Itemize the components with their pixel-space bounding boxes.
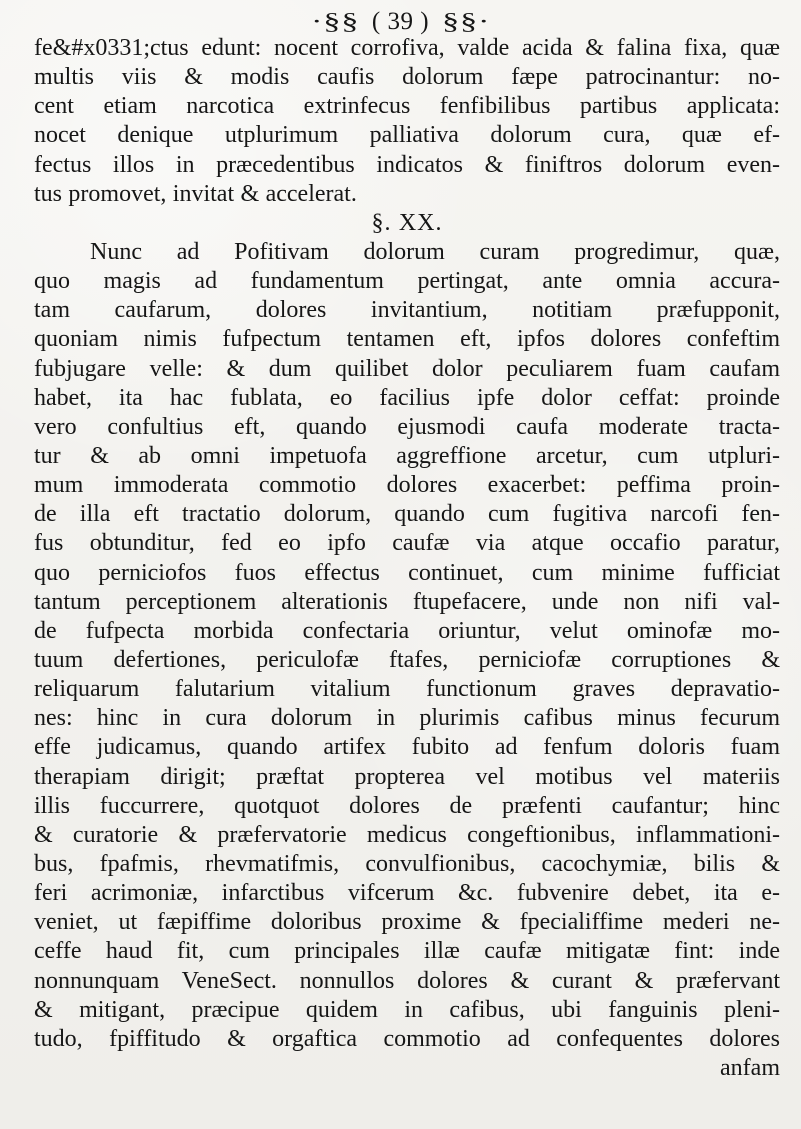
text-line: tudo, fpiffitudo & orgaftica commotio ad confequentes dolores — [34, 1025, 780, 1052]
section-heading: §. XX. — [371, 209, 443, 236]
text-line: multis viis & modis caufis dolorum fæpe patrocinantur: no- — [34, 64, 780, 91]
text-line: mum immoderata commotio dolores exacerbet: peffima proin- — [34, 472, 780, 499]
catchword: anfam — [720, 1054, 780, 1081]
text-line: fubjugare velle: & dum quilibet dolor peculiarem fuam caufam — [34, 355, 780, 382]
text-line: Nunc ad Pofitivam dolorum curam progredimur, quæ, — [90, 238, 780, 265]
text-line: & mitigant, præcipue quidem in cafibus, ubi fanguinis pleni- — [34, 996, 780, 1023]
text-line: fe&#x0331;ctus edunt: nocent corrofiva, valde acida & falina fixa, quæ — [34, 35, 780, 61]
text-line: vero confultius eft, quando ejusmodi caufa moderate tracta- — [34, 413, 780, 440]
text-line: tantum perceptionem alterationis ftupefacere, unde non nifi val- — [34, 588, 780, 615]
text-line: therapiam dirigit; præftat propterea vel motibus vel materiis — [34, 763, 780, 790]
text-line: de fufpecta morbida confectaria oriuntur, velut ominofæ mo- — [34, 617, 780, 644]
text-line: nonnunquam VeneSect. nonnullos dolores & curant & præfervant — [34, 967, 780, 994]
text-line: quoniam nimis fufpectum tentamen eft, ipfos dolores confeftim — [34, 326, 780, 353]
text-line: cent etiam narcotica extrinfecus fenfibilibus partibus applicata: — [34, 93, 780, 120]
text-line: feri acrimoniæ, infarctibus vifcerum &c. fubvenire debet, ita e- — [34, 880, 780, 907]
left-ornament: ·§§ — [310, 9, 360, 35]
text-line: tur & ab omni impetuofa aggreffione arcetur, cum utpluri- — [34, 442, 780, 469]
text-line: nes: hinc in cura dolorum in plurimis cafibus minus fecurum — [34, 705, 780, 732]
text-line: bus, fpafmis, rhevmatifmis, convulfionibus, cacochymiæ, bilis & — [34, 850, 780, 877]
text-line: reliquarum falutarium vitalium functionum graves depravatio- — [34, 676, 780, 703]
text-line: fus obtunditur, fed eo ipfo caufæ via atque occafio paratur, — [34, 530, 780, 557]
text-line: de illa eft tractatio dolorum, quando cum fugitiva narcofi fen- — [34, 501, 780, 528]
text-line: & curatorie & præfervatorie medicus congeftionibus, inflammationi- — [34, 821, 780, 848]
right-ornament: §§· — [441, 9, 491, 35]
text-line: illis fuccurrere, quotquot dolores de præfenti caufantur; hinc — [34, 792, 780, 819]
text-line: ceffe haud fit, cum principales illæ caufæ mitigatæ fint: inde — [34, 938, 780, 965]
text-line: tus promovet, invitat & accelerat. — [34, 180, 357, 207]
text-line: effe judicamus, quando artifex fubito ad fenfum doloris fuam — [34, 734, 780, 761]
text-line: quo magis ad fundamentum pertingat, ante omnia accura- — [34, 268, 780, 295]
text-line: fectus illos in præcedentibus indicatos & finiftros dolorum even- — [34, 151, 780, 178]
page-number: ( 39 ) — [371, 8, 430, 36]
text-line: quo perniciofos fuos effectus continuet, cum minime fufficiat — [34, 559, 780, 586]
text-line: tam caufarum, dolores invitantium, notitiam præfupponit, — [34, 297, 780, 324]
text-line: tuum defertiones, periculofæ ftafes, perniciofæ corruptiones & — [34, 646, 780, 673]
text-line: nocet denique utplurimum palliativa dolorum cura, quæ ef- — [34, 122, 780, 149]
text-line: habet, ita hac fublata, eo facilius ipfe dolor ceffat: proinde — [34, 384, 780, 411]
latin-text-block — [34, 34, 780, 1083]
text-line: veniet, ut fæpiffime doloribus proxime & fpecialiffime mederi ne- — [34, 909, 780, 936]
page-header — [0, 7, 801, 37]
